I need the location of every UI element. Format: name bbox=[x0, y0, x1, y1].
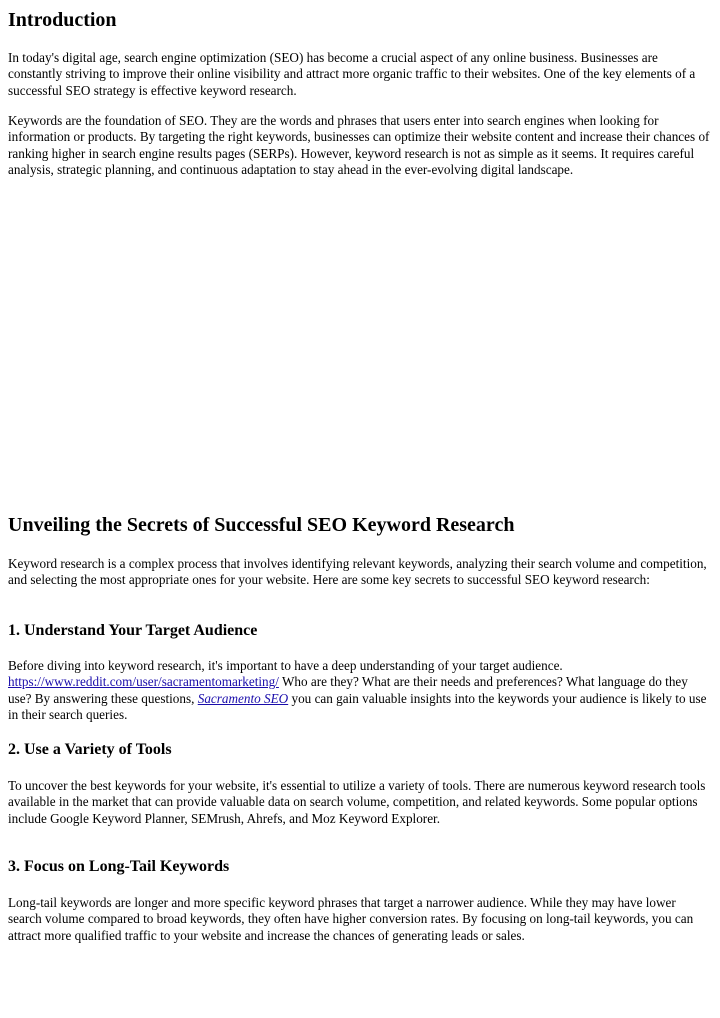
item-1-heading: 1. Understand Your Target Audience bbox=[8, 622, 258, 639]
intro-paragraph-2: Keywords are the foundation of SEO. They are the words and phrases that users enter into search engines when looking for information or products. By targeting the right keywords, businesses can optimize their website content and increase their chances of ranking higher in search engine results pages (SERPs). However, keyword research is not as simple as it seems. It requires careful analysis, strategic planning, and continuous adaptation to stay ahead in the ever-evolving digital landscape. bbox=[8, 113, 710, 178]
item-2-heading: 2. Use a Variety of Tools bbox=[8, 741, 172, 758]
reddit-profile-link[interactable]: https://www.reddit.com/user/sacramentomarketing/ bbox=[8, 674, 279, 690]
item-1-text-after: you can gain valuable insights into the keywords your audience is likely to use in their search queries. bbox=[8, 690, 707, 723]
intro-paragraph-1: In today's digital age, search engine optimization (SEO) has become a crucial aspect of any online business. Businesses are constantly striving to improve their online visibility and attract more organic traffic to their websites. One of the key elements of a successful SEO strategy is effective keyword research. bbox=[8, 50, 696, 98]
keyword-research-heading: Unveiling the Secrets of Successful SEO Keyword Research bbox=[8, 514, 515, 536]
item-2-paragraph: To uncover the best keywords for your website, it's essential to utilize a variety of tools. There are numerous keyword research tools available in the market that can provide valuable data on search volume, competition, and related keywords. Some popular options include Google Keyword Planner, SEMrush, Ahrefs, and Moz Keyword Explorer. bbox=[8, 778, 706, 826]
item-3-heading: 3. Focus on Long-Tail Keywords bbox=[8, 858, 230, 875]
item-1-paragraph bbox=[8, 658, 712, 724]
introduction-heading: Introduction bbox=[8, 9, 117, 31]
item-3-paragraph: Long-tail keywords are longer and more specific keyword phrases that target a narrower audience. While they may have lower search volume compared to broad keywords, they often have higher conversion rates. By focusing on long-tail keywords, you can attract more qualified traffic to your website and increase the chances of generating leads or sales. bbox=[8, 895, 694, 943]
item-1-text-middle: Who are they? What are their needs and preferences? What language do they use? By answering these questions, bbox=[8, 674, 688, 706]
sacramento-seo-link[interactable]: Sacramento SEO bbox=[197, 690, 289, 706]
item-1-text-before: Before diving into keyword research, it's important to have a deep understanding of your target audience. bbox=[8, 658, 563, 673]
keyword-research-intro: Keyword research is a complex process that involves identifying relevant keywords, analyzing their search volume and competition, and selecting the most appropriate ones for your website. Here are some key secrets to successful SEO keyword research: bbox=[8, 556, 707, 588]
